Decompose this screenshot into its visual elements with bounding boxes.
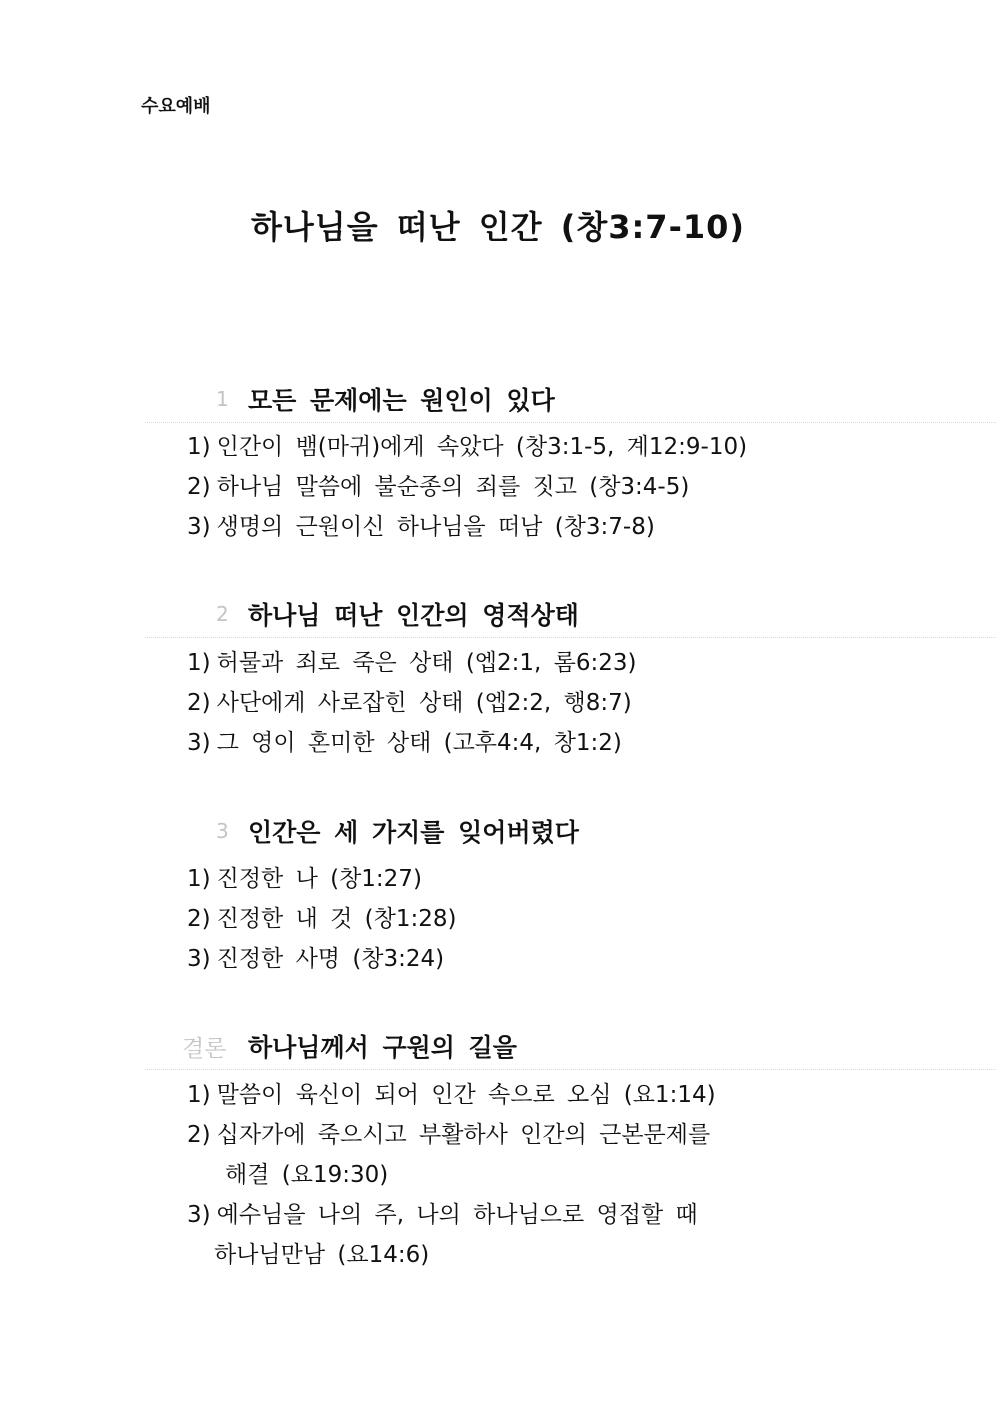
- item-marker: 2): [187, 906, 211, 932]
- item-marker: 1): [187, 434, 211, 460]
- list-item: [187, 428, 747, 461]
- item-text: 예수님을 나의 주, 나의 하나님으로 영접할 때: [216, 1202, 698, 1228]
- dotted-divider: [145, 422, 996, 423]
- item-marker: 3): [187, 730, 211, 756]
- item-marker: 3): [187, 946, 211, 972]
- list-item: [187, 644, 637, 677]
- item-text: 생명의 근원이신 하나님을 떠남 (창3:7-8): [216, 514, 655, 540]
- item-marker: 1): [187, 866, 211, 892]
- item-text: 허물과 죄로 죽은 상태 (엡2:1, 롬6:23): [216, 650, 637, 676]
- item-marker: 2): [187, 690, 211, 716]
- list-item: [187, 724, 622, 757]
- section-number: 1: [216, 387, 229, 411]
- section-number: 2: [216, 602, 229, 626]
- item-marker: 1): [187, 1082, 211, 1108]
- list-item: [187, 1076, 716, 1109]
- section-heading-conclusion: [145, 1026, 996, 1070]
- section-heading-1: [145, 379, 996, 423]
- section-title: 모든 문제에는 원인이 있다: [248, 386, 555, 415]
- item-marker: 3): [187, 1202, 211, 1228]
- section-heading-3: [145, 811, 996, 855]
- section-heading-2: [145, 594, 996, 638]
- item-text: 진정한 사명 (창3:24): [216, 946, 445, 972]
- item-text: 그 영이 혼미한 상태 (고후4:4, 창1:2): [216, 730, 622, 756]
- item-text: 하나님만남 (요14:6): [214, 1242, 430, 1268]
- section-number: 결론: [182, 1036, 227, 1062]
- list-item-continuation: [225, 1156, 388, 1189]
- list-item: [187, 1116, 710, 1149]
- list-item: [187, 1196, 698, 1229]
- section-title: 인간은 세 가지를 잊어버렸다: [248, 818, 579, 847]
- dotted-divider: [145, 1069, 996, 1070]
- item-marker: 2): [187, 474, 211, 500]
- item-text: 말씀이 육신이 되어 인간 속으로 오심 (요1:14): [216, 1082, 716, 1108]
- section-title: 하나님께서 구원의 길을: [248, 1033, 517, 1062]
- item-marker: 1): [187, 650, 211, 676]
- item-text: 사단에게 사로잡힌 상태 (엡2:2, 행8:7): [216, 690, 632, 716]
- item-text: 진정한 나 (창1:27): [216, 866, 422, 892]
- section-title: 하나님 떠난 인간의 영적상태: [248, 601, 579, 630]
- item-text: 진정한 내 것 (창1:28): [216, 906, 457, 932]
- item-text: 해결 (요19:30): [225, 1162, 389, 1188]
- dotted-divider: [145, 637, 996, 638]
- list-item-continuation: [214, 1236, 429, 1269]
- item-text: 하나님 말씀에 불순종의 죄를 짓고 (창3:4-5): [216, 474, 690, 500]
- item-marker: 3): [187, 514, 211, 540]
- list-item: [187, 900, 456, 933]
- list-item: [187, 684, 632, 717]
- list-item: [187, 468, 689, 501]
- section-number: 3: [216, 819, 229, 843]
- page-title: 하나님을 떠난 인간 (창3:7-10): [250, 208, 746, 246]
- item-text: 인간이 뱀(마귀)에게 속았다 (창3:1-5, 계12:9-10): [216, 434, 748, 460]
- item-marker: 2): [187, 1122, 211, 1148]
- list-item: [187, 940, 444, 973]
- list-item: [187, 508, 655, 541]
- service-label: 수요예배: [141, 96, 211, 117]
- item-text: 십자가에 죽으시고 부활하사 인간의 근본문제를: [216, 1122, 711, 1148]
- list-item: [187, 860, 422, 893]
